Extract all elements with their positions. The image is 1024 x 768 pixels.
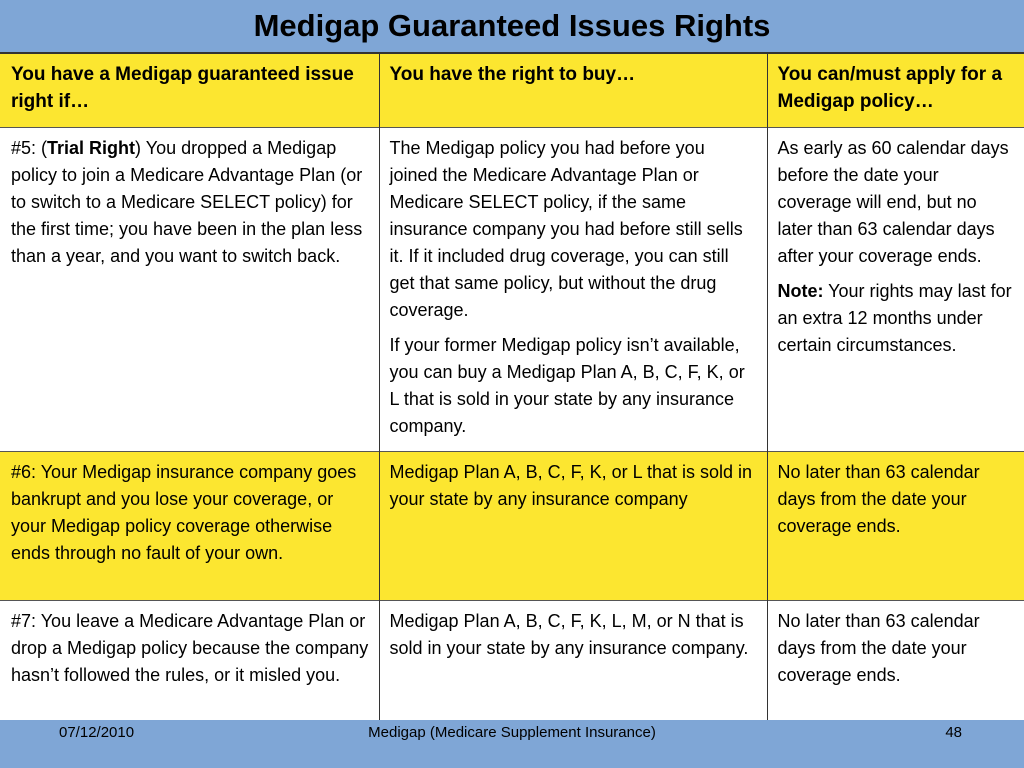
table-row [0, 601, 1024, 723]
row-condition-text: ) You dropped a Medigap policy to join a Medicare Advantage Plan (or to switch to a Medicare SELECT policy) for the first time; you have been in the plan less than a year, and you want to switch back. [11, 138, 363, 266]
header-condition: You have a Medigap guaranteed issue right if… [0, 53, 379, 128]
row-apply-window [767, 128, 1024, 452]
apply-paragraph: As early as 60 calendar days before the date your coverage will end, but no later than 63 calendar days after your coverage ends. [777, 138, 1009, 266]
footer-bar [0, 720, 1024, 768]
footer-page-number: 48 [945, 724, 962, 741]
rights-table [0, 52, 1024, 722]
note-text: Your rights may last for an extra 12 months under certain circumstances. [777, 281, 1012, 355]
trial-right-label: Trial Right [47, 138, 136, 158]
row-right-to-buy: Medigap Plan A, B, C, F, K, L, M, or N that is sold in your state by any insurance company. [379, 601, 767, 723]
table-row [0, 452, 1024, 601]
table-row [0, 128, 1024, 452]
note-label: Note: [777, 281, 824, 301]
right-paragraph-2: If your former Medigap policy isn’t available, you can buy a Medigap Plan A, B, C, F, K, or L that is sold in your state by any insurance company. [389, 335, 745, 436]
row-condition: #7: You leave a Medicare Advantage Plan or drop a Medigap policy because the company hasn’t followed the rules, or it misled you. [0, 601, 379, 723]
row-condition-prefix: #5: ( [11, 138, 48, 158]
footer-title: Medigap (Medicare Supplement Insurance) [368, 724, 656, 741]
row-condition: #6: Your Medigap insurance company goes bankrupt and you lose your coverage, or your Medigap policy coverage otherwise ends through no fault of your own. [0, 452, 379, 601]
title-bar [0, 0, 1024, 52]
table-header-row [0, 53, 1024, 128]
row-apply-window: No later than 63 calendar days from the date your coverage ends. [767, 452, 1024, 601]
slide-title: Medigap Guaranteed Issues Rights [253, 8, 771, 43]
header-right-to-buy: You have the right to buy… [379, 53, 767, 128]
apply-note [778, 278, 1015, 359]
row-condition [0, 128, 379, 452]
header-apply-window: You can/must apply for a Medigap policy… [767, 53, 1024, 128]
row-right-to-buy [379, 128, 767, 452]
row-apply-window: No later than 63 calendar days from the date your coverage ends. [767, 601, 1024, 723]
footer-date: 07/12/2010 [59, 724, 135, 741]
right-paragraph-1: The Medigap policy you had before you joined the Medicare Advantage Plan or Medicare SELECT policy, if the same insurance company you had before still sells it. If it included drug coverage, you can still get that same policy, but without the drug coverage. [389, 138, 743, 320]
row-right-to-buy: Medigap Plan A, B, C, F, K, or L that is sold in your state by any insurance company [379, 452, 767, 601]
